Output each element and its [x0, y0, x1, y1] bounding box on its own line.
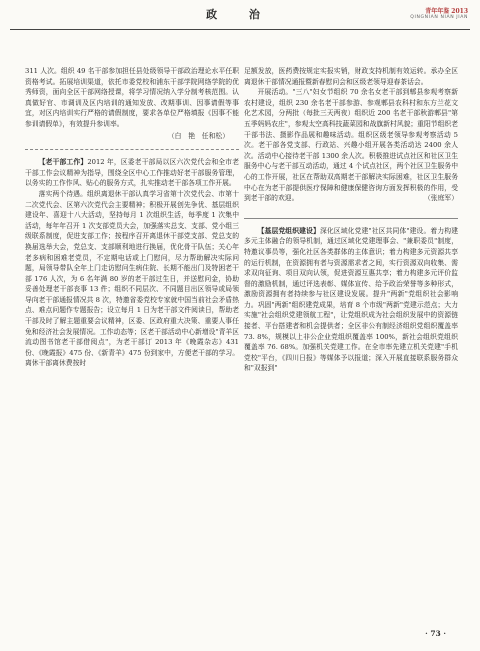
paragraph: 落实两个待遇。组织离退休干部认真学习省第十次党代会、市第十二次党代会、区第六次党代会主要精神；积极开展创先争优、基层组织建设年、喜迎十八大活动，坚持每月 1 次组织生活，每季度 1 次集中活动，每年年召开 1 次支部党员大会，加强落实总支、支部、党小组三级联系制度，促进支部工作；按程序召开离退休干部党支部、党总支的换届选举大会，党总支、支部顺利地进行换届，优化骨干队伍；关心年老多病和困难老党员，不定期电话或上门慰问，尽力帮助解决实际问题，局领导带队全年上门走访慰问生病住院、长期不能出门及特困老干部 176 人次，为 6 名年满 80 岁的老干部过生日，并送慰问金，协助妥善处理老干部丧事 13 件；组织不同层次、不同题目出区领导或局领导向老干部通报情况共 8 次，特邀省委党校专家就中国当前社会矛盾热点、难点问题作专题报告；设立每月 1 日为老干部文件阅读日，帮助老干部及时了解主题重要会议精神，区委、区政府重大决策、重要人事任免和经济社会发展情况。工作动态等；区老干部活动中心新增设"青羊区流动图书馆老干部借阅点"，为老干部订 2013 年《晚霞杂志》431 份、《晚霞报》475 份、《新青羊》475 份到家中，方便老干部的学习。离休干部离休费按时 [25, 189, 239, 368]
section-heading: 【老干部工作】 [38, 158, 88, 167]
section-heading: 【基层党组织建设】 [257, 226, 320, 235]
paragraph-text: 深化区域化党建"社区共同体"建设。着力构建多元主体融合的领导机制，通过区域化党建理事会、"兼职委员"制度，特邀议事员等，强化社区各类群体的主体意识；着力构建多元资源共享的运行机制，在资源拥有者与资源需求者之间，实行资源双向收集、需求双向征询、项目双向认领，促进资源互惠共享；着力构建多元评价监督的激励机制，通过评选表彰、媒体宣传、给予政治荣誉等多种形式，激励资源拥有者持续参与社区建设发展。提升"两新"党组织社会影响力。巩固"两新"组织建党成果，培育 8 个市级"两新"党建示范点；大力实施"社会组织党建领航工程"，让党组织成为社会组织发展中的资源链接者、平台搭建者和机会提供者；全区非公有制经济组织党组织覆盖率 73. 8%，规模以上非公企业党组织覆盖率 100%，新社会组织党组织覆盖率 76. 68%。加强机关党建工作。在全市率先建立机关党建"手机党校"平台，《四川日报》等媒体予以报道；深入开展直接联系服务群众和"双报到" [244, 226, 459, 373]
paragraph: 311 人次。组织 49 名干部参加担任县处级领导干部政治理论水平任职资格考试。拓展培训渠道，依托市委党校和浦东干部学院网络学院的优秀师资，面向全区干部网络授课，将学习情况纳入学分制考核范围。认真做好官、市调训及区内培训的通知发放、改期事训、因事请假等事宜，对区内培训实行严格的请假制度，要求各单位严格填报《因事不能参训请假单》，有效提升参训率。 [25, 67, 239, 128]
brand-label: 青年年鉴 2013 [425, 8, 468, 15]
brand-subtitle: QINGNIAN NIAN JIAN [410, 15, 468, 20]
byline: （张庭军） [424, 194, 458, 203]
section-divider [244, 218, 458, 219]
paragraph [25, 157, 239, 189]
left-column [25, 66, 239, 369]
paragraph-text: 开展活动。"三八"妇女节组织 70 余名女老干部到郫县参观考察新农村建设，组织 230 余名老干部参游、参观郫县农科村和东方兰花文化艺术园，分两批（每批三天两夜）组织近 200 名老干部秋游郫县"第五季妈妈农庄"，参观太空高科技蔬菜园和战旗新村风貌；重阳节组织老干部书法、摄影作品展和趣味活动。组织区级老领导参观考察活动 5 次。老干部各党支部、行政站、兴趣小组开展各类活动达 2400 余人次。活动中心接待老干部 1300 余人次。积极推进试点社区和社区卫生服务中心与老干部互动活动，通过 4 个试点社区，两个社区卫生服务中心的工作开展，社区在帮助双高期老干部解决实际困难，社区卫生服务中心在为老干部提供医疗保障和健康保健咨询方面发挥积极的作用，受到老干部的欢迎。 [244, 88, 458, 203]
paragraph: 足额发放，医药费按规定实报实销，财政支持机制有效运转。承办全区离退休干部情况通报暨新春慰问会和区级老领导迎春茶话会。 [244, 67, 458, 86]
byline: （白 艳 任和松） [167, 131, 229, 140]
paragraph [244, 87, 458, 204]
page-number: · 73 · [425, 629, 446, 638]
paragraph [244, 226, 458, 374]
section-divider [25, 149, 239, 150]
header-rule [10, 29, 470, 30]
page-header [0, 0, 480, 36]
right-column [244, 66, 458, 374]
section-title: 政 治 [206, 8, 274, 21]
paragraph-text: 2012 年，区委老干部局以区六次党代会和全市老干部工作会议精神为指导，围绕全区中心工作推动好老干部服务管理，以务实的工作作风、贴心的服务方式，扎实推动老干部各项工作开展。 [25, 158, 239, 188]
